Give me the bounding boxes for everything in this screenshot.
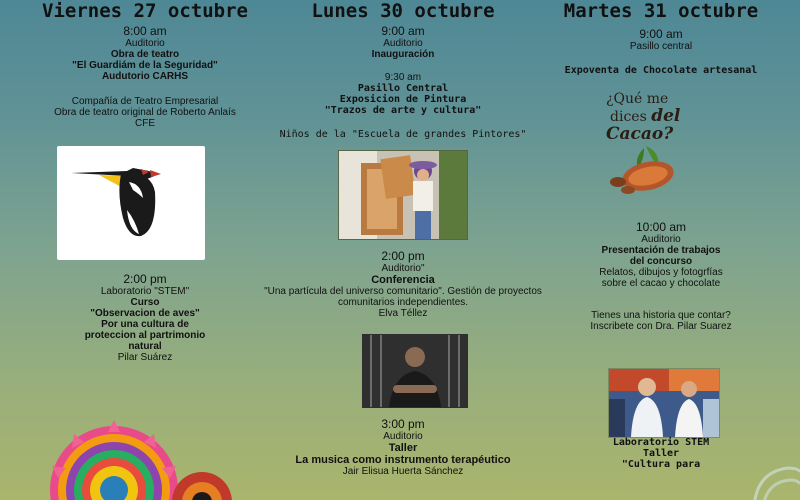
invitation-contact: Inscribete con Dra. Pilar Suarez (590, 321, 732, 332)
event-time: 9:30 am (384, 72, 422, 83)
event-title: Por una cultura de (101, 319, 189, 330)
photo-icon (609, 369, 719, 437)
event-title: proteccion al partrimonio (84, 330, 206, 341)
day-title: Viernes 27 octubre (42, 0, 248, 22)
event-note: Niños de la "Escuela de grandes Pintores" (279, 129, 527, 140)
swirl-icon (748, 458, 800, 500)
event-painting-expo (262, 72, 544, 116)
event-title: Taller (388, 442, 418, 454)
invitation-question: Tienes una historia que contar? (591, 310, 731, 321)
event-chocolate-expo (540, 28, 782, 52)
cacao-line-1: ¿Qué me (606, 91, 669, 107)
event-speaker: Elva Téllez (378, 308, 428, 319)
event-place: Pasillo central (629, 41, 693, 52)
event-place: Auditorio" (381, 263, 425, 274)
bird-icon (57, 146, 205, 260)
event-inauguration (262, 25, 544, 60)
photo-icon (339, 151, 467, 239)
event-description: sobre el cacao y chocolate (601, 278, 721, 289)
cacao-word: del (651, 106, 681, 126)
event-time: 9:00 am (639, 27, 683, 41)
event-title: natural (128, 341, 162, 352)
event-description: Relatos, dibujos y fotogrfías (599, 267, 723, 278)
event-title: Presentación de trabajos (601, 245, 721, 256)
event-description: comunitarios independientes. (337, 297, 469, 308)
event-time: 2:00 pm (381, 249, 425, 263)
photo-icon (363, 335, 467, 407)
event-title: Audutorio CARHS (101, 71, 189, 82)
event-title: Inauguración (371, 49, 435, 60)
event-time: 2:00 pm (123, 272, 167, 286)
event-description: "Una partícula del universo comunitario". Gestión de proyectos (264, 286, 542, 297)
event-time: 3:00 pm (381, 417, 425, 431)
event-time: 10:00 am (635, 220, 687, 234)
event-place: Laboratorio "STEM" (100, 286, 190, 297)
event-description: Compañía de Teatro Empresarial (71, 96, 219, 107)
event-description: CFE (135, 118, 155, 129)
event-time: 8:00 am (123, 24, 167, 38)
event-theatre-details (10, 96, 280, 129)
cacao-pod-icon (608, 144, 680, 196)
cacao-graphic (600, 92, 690, 198)
event-place: Auditorio (383, 431, 423, 442)
event-title: "El Guardiám de la Seguridad" (72, 60, 218, 71)
event-birdwatching (10, 273, 280, 363)
cacao-word: dices (610, 109, 647, 125)
mandala-decoration (44, 420, 184, 500)
event-contest (540, 221, 782, 289)
event-title: Exposicion de Pintura (339, 94, 467, 105)
painting-expo-photo (338, 150, 468, 240)
cacao-line-2 (610, 106, 680, 126)
event-time: 9:00 am (381, 24, 425, 38)
day-column-friday (10, 0, 280, 363)
contest-invitation (540, 310, 782, 332)
music-workshop-photo (362, 334, 468, 408)
event-title: Curso (130, 297, 160, 308)
event-title: "Cultura para (621, 459, 701, 470)
event-title: Obra de teatro (110, 49, 180, 60)
event-theatre (10, 25, 280, 82)
event-title: Taller (642, 448, 680, 459)
mandala-icon (44, 420, 184, 500)
event-title: "Observacion de aves" (90, 308, 200, 319)
event-title: del concurso (629, 256, 693, 267)
event-title: "Trazos de arte y cultura" (324, 105, 482, 116)
event-place: Auditorio (125, 38, 165, 49)
event-speaker: Jair Elisua Huerta Sánchez (342, 466, 464, 477)
event-title: Expoventa de Chocolate artesanal (564, 65, 758, 76)
event-description: Obra de teatro original de Roberto Anlaís (54, 107, 236, 118)
mandala-decoration-small (170, 470, 234, 500)
day-column-monday (262, 0, 544, 477)
event-subtitle: La musica como instrumento terapéutico (295, 454, 511, 466)
event-place: Auditorio (641, 234, 681, 245)
cacao-line-3: Cacao? (606, 124, 674, 144)
day-title: Martes 31 octubre (563, 0, 759, 22)
event-title: Laboratorio STEM (612, 437, 710, 448)
event-title: Conferencia (371, 274, 435, 286)
ornament-icon (170, 470, 234, 500)
event-conference (262, 250, 544, 319)
event-title: Pasillo Central (357, 83, 449, 94)
day-title: Lunes 30 octubre (311, 0, 495, 22)
corner-decoration (748, 458, 800, 500)
event-speaker: Pilar Suárez (117, 352, 173, 363)
bird-logo-image (57, 146, 205, 260)
event-music-workshop (262, 418, 544, 477)
event-place: Auditorio (383, 38, 423, 49)
contest-photo (608, 368, 720, 438)
